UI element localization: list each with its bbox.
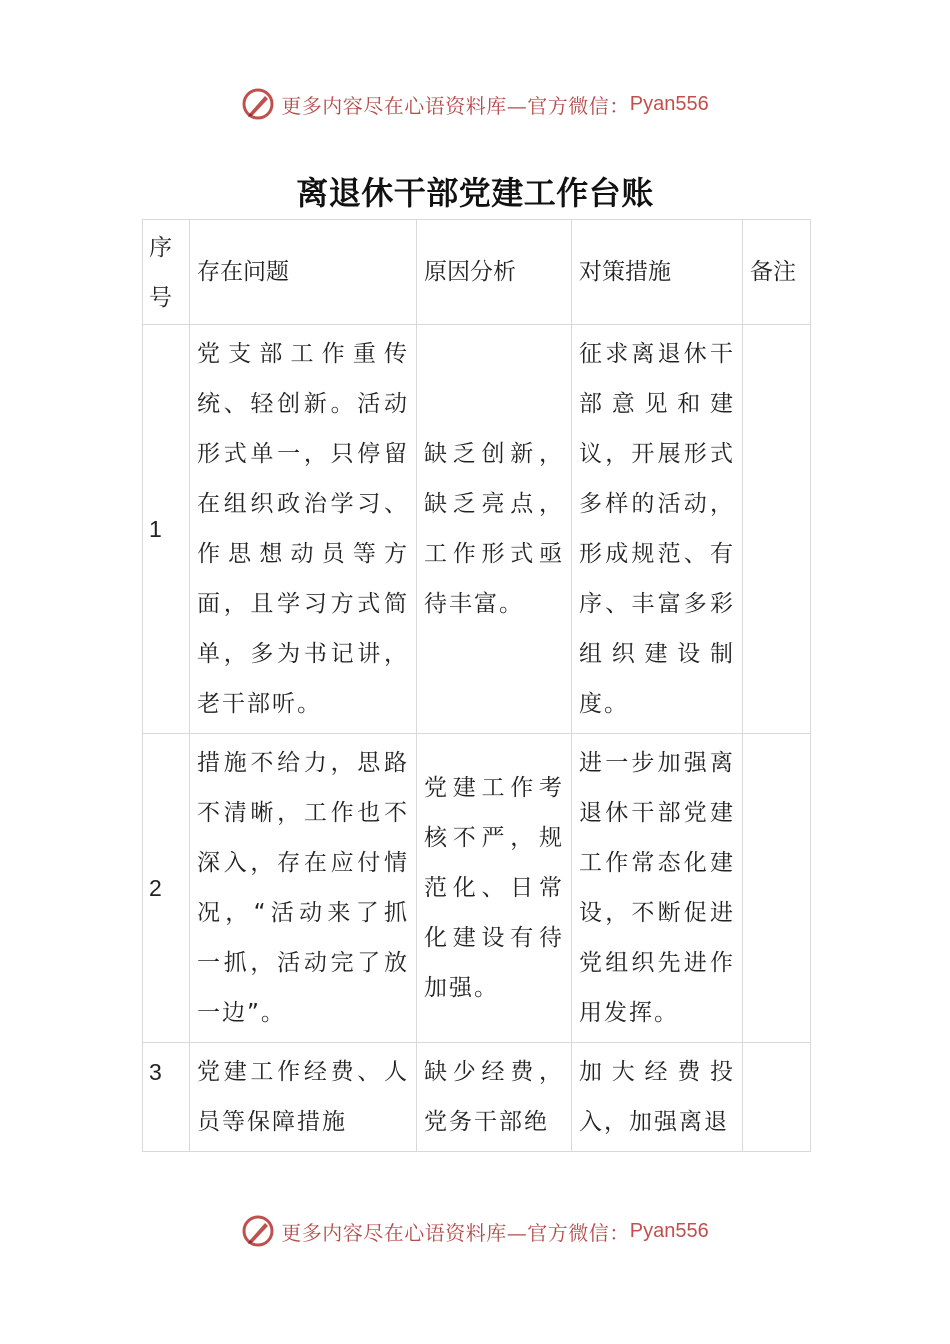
row-problem: 党建工作经费、人员等保障措施	[190, 1043, 417, 1152]
header-measure: 对策措施	[572, 220, 743, 325]
table-row	[143, 734, 811, 1043]
pen-logo-icon	[241, 87, 275, 121]
watermark-wechat-id: Pyan556	[629, 92, 709, 115]
row-note	[743, 734, 811, 1043]
row-note	[743, 1043, 811, 1152]
header-watermark	[0, 82, 950, 126]
header-problem: 存在问题	[190, 220, 417, 325]
pen-logo-icon	[241, 1214, 275, 1248]
row-cause: 缺乏创新，缺乏亮点，工作形式亟待丰富。	[417, 325, 572, 734]
row-seq: 3	[143, 1043, 190, 1152]
footer-watermark	[0, 1209, 950, 1253]
row-cause: 党建工作考核不严，规范化、日常化建设有待加强。	[417, 734, 572, 1043]
ledger-table	[142, 219, 811, 1152]
row-problem: 党支部工作重传统、轻创新。活动形式单一，只停留在组织政治学习、作思想动员等方面，且学习方式简单，多为书记讲，老干部听。	[190, 325, 417, 734]
row-measure: 进一步加强离退休干部党建工作常态化建设，不断促进党组织先进作用发挥。	[572, 734, 743, 1043]
row-seq: 1	[143, 325, 190, 734]
table-row	[143, 1043, 811, 1152]
header-note: 备注	[743, 220, 811, 325]
watermark-text: 更多内容尽在心语资料库—官方微信：	[281, 1220, 630, 1245]
row-measure: 加大经费投入，加强离退	[572, 1043, 743, 1152]
table-header-row	[143, 220, 811, 325]
row-cause: 缺少经费，党务干部绝	[417, 1043, 572, 1152]
header-seq: 序号	[143, 220, 190, 325]
row-problem: 措施不给力，思路不清晰，工作也不深入，存在应付情况，“活动来了抓一抓，活动完了放一边”。	[190, 734, 417, 1043]
header-cause: 原因分析	[417, 220, 572, 325]
row-measure: 征求离退休干部意见和建议，开展形式多样的活动，形成规范、有序、丰富多彩组织建设制度。	[572, 325, 743, 734]
watermark-wechat-id: Pyan556	[629, 1219, 709, 1242]
table-row	[143, 325, 811, 734]
row-note	[743, 325, 811, 734]
row-seq: 2	[143, 734, 190, 1043]
document-title: 离退休干部党建工作台账	[296, 174, 654, 212]
watermark-text: 更多内容尽在心语资料库—官方微信：	[281, 93, 630, 118]
